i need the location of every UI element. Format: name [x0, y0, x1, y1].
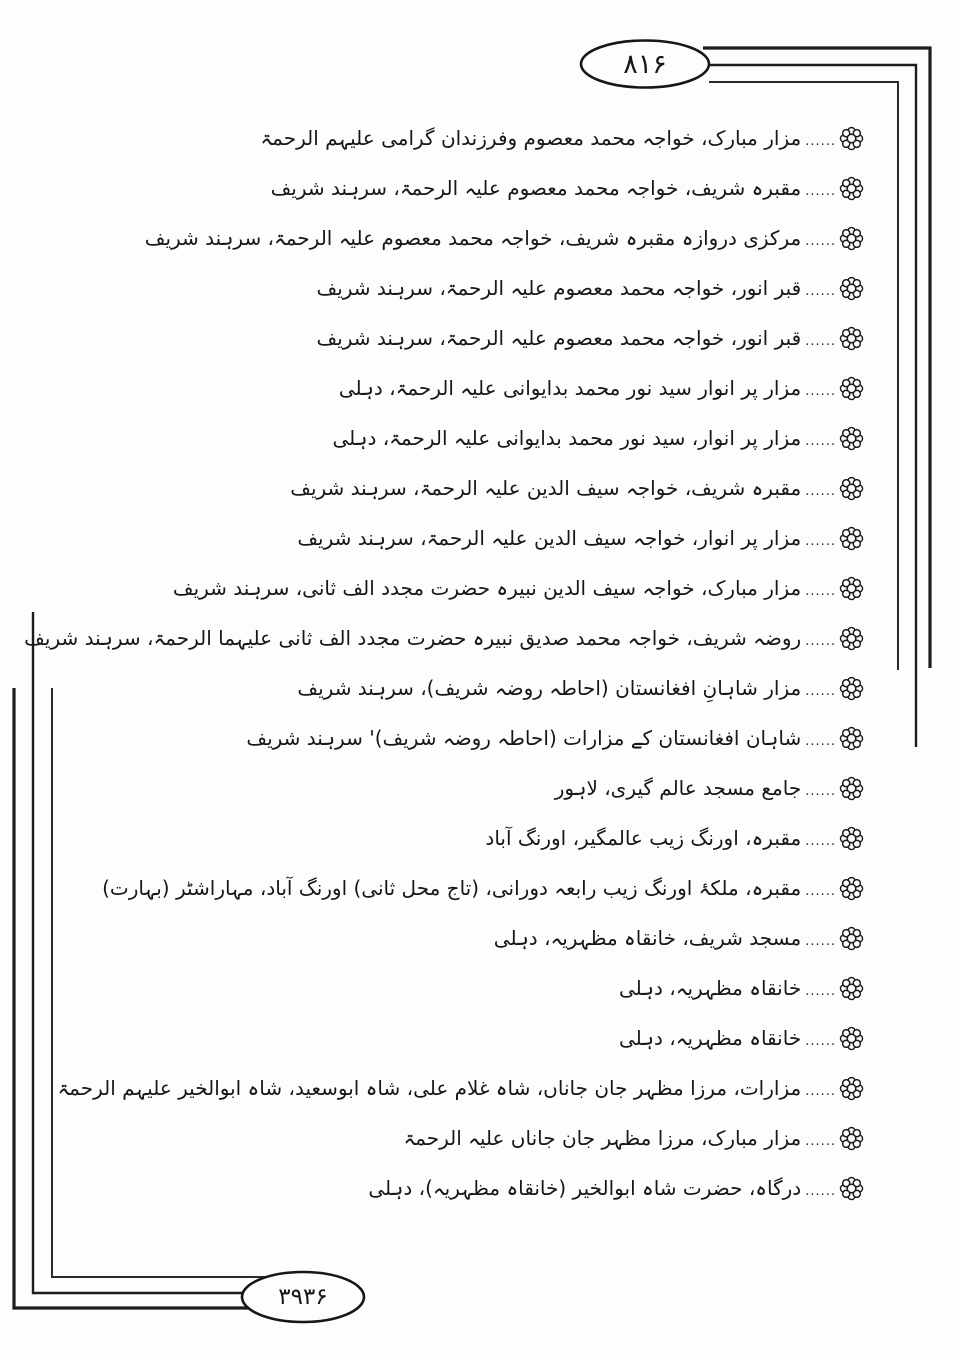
leader-dots: ...... — [805, 583, 836, 599]
entry-text: مقبرہ شریف، خواجہ محمد معصوم علیہ الرحمۃ، سرہند شریف — [270, 176, 802, 200]
leader-dots: ...... — [805, 783, 836, 799]
index-entry — [145, 214, 864, 262]
eight-petal-rosette-icon — [839, 1176, 864, 1201]
index-entry — [290, 464, 864, 512]
eight-petal-rosette-icon — [839, 526, 864, 551]
index-entry — [317, 314, 865, 362]
eight-petal-rosette-icon — [839, 476, 864, 501]
entry-text: مزارات، مرزا مظہر جان جاناں، شاہ غلام علی، شاہ ابوسعید، شاہ ابوالخیر علیہم الرحمۃ — [57, 1076, 802, 1100]
entry-text: مسجد شریف، خانقاہ مظہریہ، دہلی — [493, 926, 802, 950]
entry-text: خانقاہ مظہریہ، دہلی — [619, 1026, 802, 1050]
entry-text: مزار مبارک، خواجہ محمد معصوم وفرزندان گرامی علیہم الرحمۃ — [260, 126, 802, 150]
index-entry — [619, 1014, 864, 1062]
index-entry — [403, 1114, 864, 1162]
entry-text: شاہان افغانستان کے مزارات (احاطہ روضہ شریف)' سرہند شریف — [246, 726, 802, 750]
leader-dots: ...... — [805, 983, 836, 999]
index-entry — [246, 714, 864, 762]
entry-text: مزار مبارک، خواجہ سیف الدین نبیرہ حضرت مجدد الف ثانی، سرہند شریف — [172, 576, 802, 600]
index-entry — [24, 614, 864, 662]
entry-text: مزار پر انوار سید نور محمد بدایوانی علیہ الرحمۃ، دہلی — [338, 376, 802, 400]
entry-text: روضہ شریف، خواجہ محمد صدیق نبیرہ حضرت مجدد الف ثانی علیہما الرحمۃ، سرہند شریف — [24, 626, 802, 650]
index-entry — [271, 164, 864, 212]
leader-dots: ...... — [805, 1183, 836, 1199]
leader-dots: ...... — [805, 233, 836, 249]
leader-dots: ...... — [805, 483, 836, 499]
leader-dots: ...... — [805, 883, 836, 899]
eight-petal-rosette-icon — [839, 626, 864, 651]
leader-dots: ...... — [805, 1033, 836, 1049]
eight-petal-rosette-icon — [839, 326, 864, 351]
index-entry — [494, 914, 864, 962]
index-entry — [339, 364, 864, 412]
eight-petal-rosette-icon — [839, 726, 864, 751]
leader-dots: ...... — [805, 633, 836, 649]
eight-petal-rosette-icon — [839, 276, 864, 301]
index-entry — [485, 814, 864, 862]
eight-petal-rosette-icon — [839, 676, 864, 701]
eight-petal-rosette-icon — [839, 1076, 864, 1101]
entry-text: جامع مسجد عالم گیری، لاہور — [554, 776, 802, 800]
leader-dots: ...... — [805, 933, 836, 949]
eight-petal-rosette-icon — [839, 226, 864, 251]
entry-text: مزار پر انوار، سید نور محمد بدایوانی علیہ الرحمۃ، دہلی — [332, 426, 802, 450]
eight-petal-rosette-icon — [839, 776, 864, 801]
leader-dots: ...... — [805, 183, 836, 199]
entry-text: مقبرہ، اورنگ زیب عالمگیر، اورنگ آباد — [485, 826, 802, 850]
leader-dots: ...... — [805, 283, 836, 299]
leader-dots: ...... — [805, 833, 836, 849]
entry-text: مزار مبارک، مرزا مظہر جان جاناں علیہ الرحمۃ — [403, 1126, 802, 1150]
entry-text: مقبرہ، ملکۂ اورنگ زیب رابعہ دورانی، (تاج محل ثانی) اورنگ آباد، مہاراشٹر (بہارت) — [102, 876, 802, 900]
entry-text: مقبرہ شریف، خواجہ سیف الدین علیہ الرحمۃ، سرہند شریف — [290, 476, 802, 500]
index-entry — [297, 664, 864, 712]
eight-petal-rosette-icon — [839, 376, 864, 401]
index-entry — [332, 414, 864, 462]
leader-dots: ...... — [805, 333, 836, 349]
leader-dots: ...... — [805, 733, 836, 749]
entry-text: مزار پر انوار، خواجہ سیف الدین علیہ الرحمۃ، سرہند شریف — [297, 526, 802, 550]
index-entry — [173, 564, 864, 612]
entry-text: مزار شاہانِ افغانستان (احاطہ روضہ شریف)، سرہند شریف — [297, 676, 802, 700]
entry-text: مرکزی دروازہ مقبرہ شریف، خواجہ محمد معصوم علیہ الرحمۃ، سرہند شریف — [144, 226, 802, 250]
index-entry — [317, 264, 865, 312]
eight-petal-rosette-icon — [839, 176, 864, 201]
index-entry — [555, 764, 864, 812]
entry-text: درگاہ، حضرت شاہ ابوالخیر (خانقاہ مظہریہ)، دہلی — [368, 1176, 802, 1200]
entry-text: قبر انور، خواجہ محمد معصوم علیہ الرحمۃ، سرہند شریف — [316, 326, 802, 350]
leader-dots: ...... — [805, 133, 836, 149]
index-entry — [57, 1064, 864, 1112]
eight-petal-rosette-icon — [839, 1026, 864, 1051]
eight-petal-rosette-icon — [839, 976, 864, 1001]
index-entry — [619, 964, 864, 1012]
leader-dots: ...... — [805, 1083, 836, 1099]
index-entry — [368, 1164, 864, 1212]
eight-petal-rosette-icon — [839, 1126, 864, 1151]
entry-text: خانقاہ مظہریہ، دہلی — [619, 976, 802, 1000]
eight-petal-rosette-icon — [839, 826, 864, 851]
eight-petal-rosette-icon — [839, 576, 864, 601]
eight-petal-rosette-icon — [839, 126, 864, 151]
entry-text: قبر انور، خواجہ محمد معصوم علیہ الرحمۃ، سرہند شریف — [316, 276, 802, 300]
eight-petal-rosette-icon — [839, 426, 864, 451]
index-entry — [297, 514, 864, 562]
index-entry — [102, 864, 864, 912]
index-entry — [260, 114, 864, 162]
page-number-footer: ۳۹۳۶ — [278, 1284, 328, 1310]
leader-dots: ...... — [805, 433, 836, 449]
page-number-header: ۸۱۶ — [623, 49, 667, 80]
leader-dots: ...... — [805, 533, 836, 549]
leader-dots: ...... — [805, 383, 836, 399]
eight-petal-rosette-icon — [839, 876, 864, 901]
leader-dots: ...... — [805, 683, 836, 699]
leader-dots: ...... — [805, 1133, 836, 1149]
eight-petal-rosette-icon — [839, 926, 864, 951]
